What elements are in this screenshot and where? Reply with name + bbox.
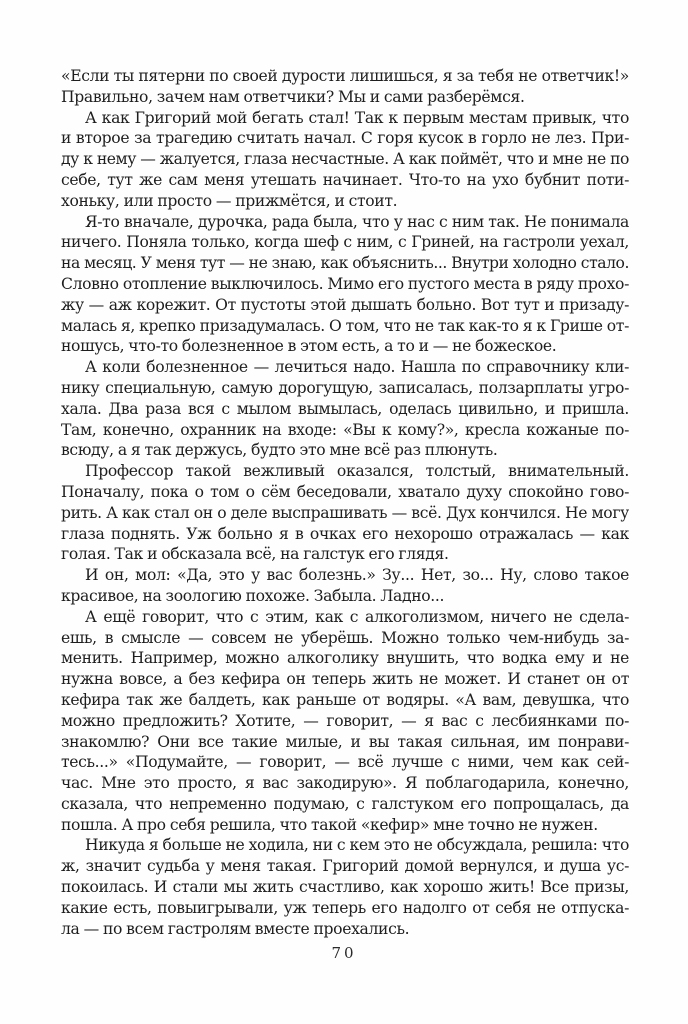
text-line: себе, тут же сам меня утешать начинает. Что-то на ухо бубнит поти- — [61, 170, 629, 189]
text-line: глаза поднять. Уж больно я в очках его нехорошо отражалась — как — [61, 524, 629, 543]
text-line: пошла. А про себя решила, что такой «кефир» мне точно не нужен. — [61, 815, 598, 834]
text-line: А как Григорий мой бегать стал! Так к первым местам привык, что — [85, 108, 629, 127]
text-line: голая. Так и обсказала всё, на галстук его глядя. — [61, 545, 449, 564]
text-line: Там, конечно, охранник на входе: «Вы к кому?», кресла кожаные по- — [61, 420, 629, 439]
text-line: тесь...» «Подумайте, — говорит, — всё лучше с ними, чем как сей- — [61, 753, 629, 772]
body-text — [61, 66, 629, 939]
text-line: сказала, что непременно подумаю, с галстуком его попрощалась, да — [61, 794, 629, 813]
paragraph — [61, 108, 629, 212]
text-line: Словно отопление выключилось. Мимо его пустого места в ряду прохо- — [61, 274, 629, 293]
text-line: всюду, а я так держусь, будто это мне всё раз плюнуть. — [61, 441, 498, 460]
text-line: ду к нему — жалуется, глаза несчастные. А как поймёт, что и мне не по — [61, 150, 629, 169]
text-line: и второе за трагедию считать начал. С горя кусок в горло не лез. При- — [61, 129, 629, 148]
text-line: И он, мол: «Да, это у вас болезнь.» Зу... Нет, зо... Ну, слово такое — [85, 566, 629, 585]
paragraph — [61, 461, 629, 565]
text-line: ла — по всем гастролям вместе проехались. — [61, 919, 410, 938]
text-line: ношусь, что-то болезненное в этом есть, а то и — не божеское. — [61, 337, 557, 356]
text-line: красивое, на зоологию похоже. Забыла. Ладно... — [61, 586, 445, 605]
paragraph — [61, 835, 629, 939]
text-line: малась я, крепко призадумалась. О том, что не так как-то я к Грише от- — [61, 316, 629, 335]
paragraph — [61, 66, 629, 108]
page-number: 70 — [331, 944, 357, 962]
text-line: ешь, в смысле — совсем не уберёшь. Можно только чем-нибудь за- — [61, 628, 629, 647]
text-line: знакомлю? Они все такие милые, и вы такая сильная, им понрави- — [61, 732, 629, 751]
text-line: А коли болезненное — лечиться надо. Нашла по справочнику кли- — [85, 358, 629, 377]
text-line: Поначалу, пока о том о сём беседовали, хватало духу спокойно гово- — [61, 482, 629, 501]
text-line: рить. А как стал он о деле выспрашивать — всё. Дух кончился. Не могу — [61, 503, 629, 522]
text-line: Правильно, зачем нам ответчики? Мы и сами разберёмся. — [61, 87, 525, 106]
text-line: нику специальную, самую дорогущую, записалась, ползарплаты угро- — [61, 378, 629, 397]
text-line: Профессор такой вежливый оказался, толстый, внимательный. — [85, 462, 629, 481]
text-line: жу — аж корежит. От пустоты этой дышать больно. Вот тут и призаду- — [61, 295, 629, 314]
paragraph — [61, 565, 629, 607]
text-line: Я-то вначале, дурочка, рада была, что у нас с ним так. Не понимала — [85, 212, 629, 231]
paragraph — [61, 357, 629, 461]
text-line: нужна вовсе, а без кефира он теперь жить не может. И станет он от — [61, 670, 629, 689]
text-line: «Если ты пятерни по своей дурости лишишься, я за тебя не ответчик!» — [61, 67, 629, 85]
paragraph — [61, 212, 629, 358]
text-line: ничего. Поняла только, когда шеф с ним, с Гриней, на гастроли уехал, — [61, 233, 629, 252]
text-line: на месяц. У меня тут — не знаю, как объяснить... Внутри холодно стало. — [61, 254, 629, 273]
text-line: Никуда я больше не ходила, ни с кем это не обсуждала, решила: что — [85, 836, 629, 855]
text-line: хоньку, или просто — прижмётся, и стоит. — [61, 191, 398, 210]
text-line: можно предложить? Хотите, — говорит, — я вас с лесбиянками по- — [61, 711, 629, 730]
paragraph — [61, 607, 629, 836]
text-line: какие есть, повыигрывали, уж теперь его надолго от себя не отпуска- — [61, 898, 629, 917]
text-line: менить. Например, можно алкоголику внушить, что водка ему и не — [61, 649, 629, 668]
text-line: хала. Два раза вся с мылом вымылась, оделась цивильно, и пришла. — [61, 399, 629, 418]
text-line: час. Мне это просто, я вас закодирую». Я поблагодарила, конечно, — [61, 774, 629, 793]
text-line: А ещё говорит, что с этим, как с алкоголизмом, ничего не сдела- — [85, 607, 629, 626]
text-line: ж, значит судьба у меня такая. Григорий домой вернулся, и душа ус- — [61, 857, 629, 876]
text-line: покоилась. И стали мы жить счастливо, как хорошо жить! Все призы, — [61, 878, 629, 897]
text-line: кефира так же балдеть, как раньше от водяры. «А вам, девушка, что — [61, 690, 629, 709]
